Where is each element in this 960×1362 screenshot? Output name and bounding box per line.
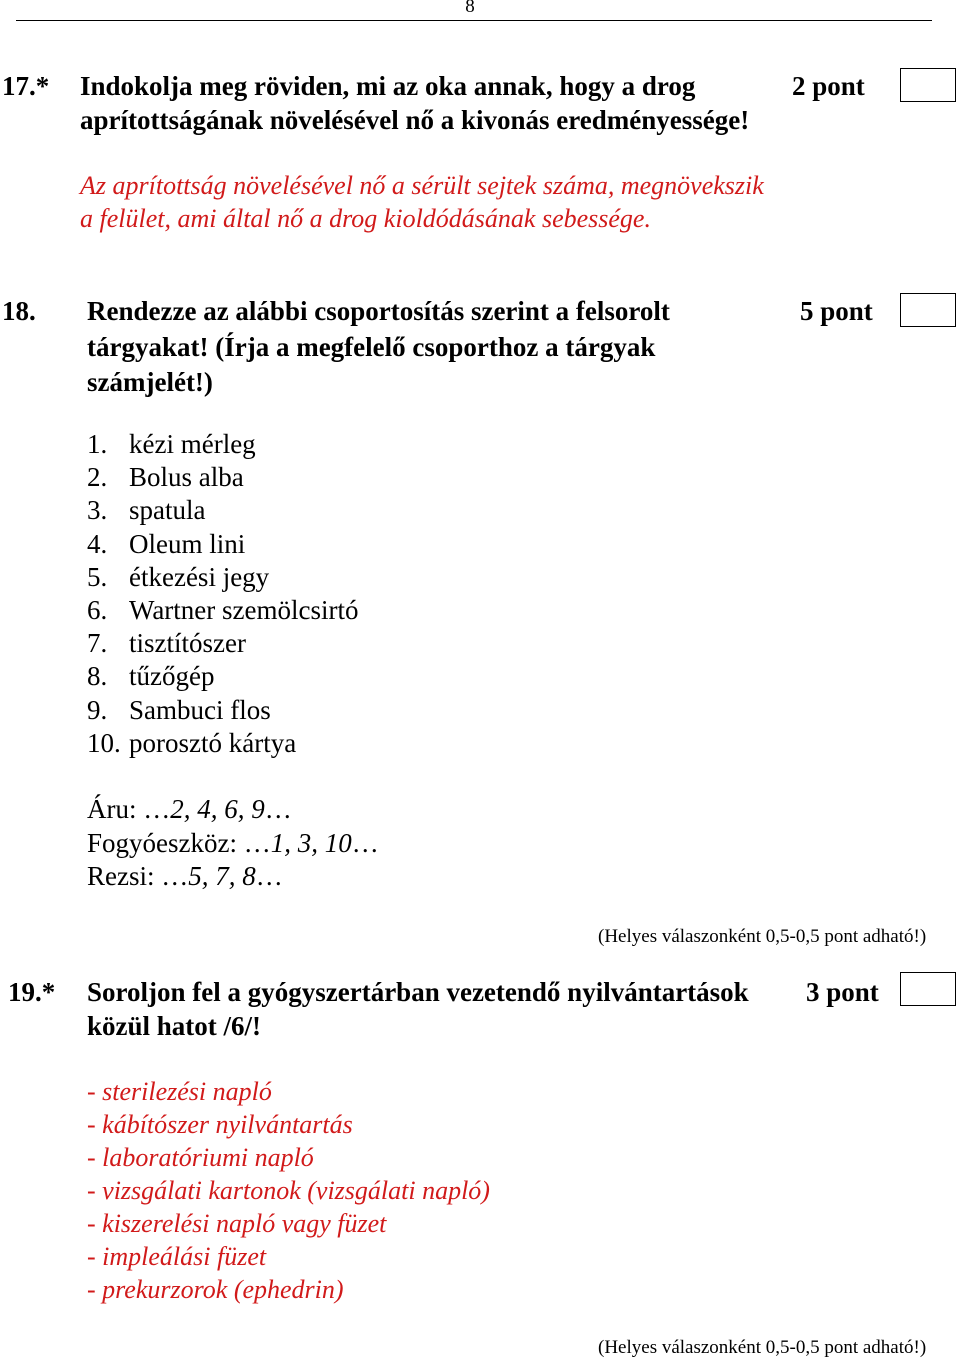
q17-score-box[interactable] [900, 68, 956, 102]
list-item-number: 2. [87, 462, 108, 493]
q18-text: Rendezze az alábbi csoportosítás szerint a felsorolt tárgyakat! (Írja a megfelelő csoporthoz a tárgyak számjelét!) [87, 296, 670, 397]
list-item-label: Oleum lini [129, 528, 246, 559]
list-item-label: porosztó kártya [129, 727, 297, 758]
list-item-number: 6. [87, 595, 108, 626]
list-item [87, 494, 359, 527]
list-item [87, 561, 359, 594]
list-item [87, 428, 359, 461]
list-item-label: tűzőgép [129, 661, 215, 692]
list-item-label: Bolus alba [129, 462, 244, 493]
group-answer: 2, 4, 6, 9 [170, 794, 265, 824]
group-label: Rezsi: [87, 861, 155, 891]
list-item [87, 727, 359, 760]
group-label: Fogyóeszköz: [87, 827, 237, 858]
list-item-number: 1. [87, 429, 108, 459]
list-item-label: Wartner szemölcsirtó [129, 595, 359, 626]
q18-score-box[interactable] [900, 293, 956, 327]
q19-number: 19.* [8, 977, 56, 1007]
list-item: - impleálási füzet [87, 1242, 267, 1271]
q18-item-list [87, 428, 359, 760]
list-item [87, 627, 359, 660]
q19-score-box[interactable] [900, 972, 956, 1006]
group-label: Áru: [87, 794, 137, 824]
list-item-label: étkezési jegy [129, 561, 270, 592]
q19-scoring-note: (Helyes válaszonként 0,5-0,5 pont adható!) [598, 1337, 927, 1358]
list-item-label: kézi mérleg [129, 429, 256, 459]
q17-answer-line: Az aprítottság növelésével nő a sérült sejtek száma, megnövekszik [80, 171, 764, 200]
list-item: - prekurzorok (ephedrin) [87, 1275, 344, 1304]
list-item-label: tisztítószer [129, 628, 246, 659]
page-number: 8 [465, 0, 475, 17]
q19-points: 3 pont [806, 977, 879, 1007]
list-item-label: spatula [129, 495, 206, 526]
group-answer: 1, 3, 10 [270, 827, 352, 858]
list-item-label: Sambuci flos [129, 694, 271, 725]
q17-answer [80, 169, 764, 235]
list-item: - kábítószer nyilvántartás [87, 1110, 353, 1139]
list-item: - vizsgálati kartonok (vizsgálati napló) [87, 1176, 490, 1205]
list-item-number: 7. [87, 628, 108, 659]
list-item: - kiszerelési napló vagy füzet [87, 1209, 387, 1238]
q17-text: Indokolja meg röviden, mi az oka annak, hogy a drog aprítottságának növelésével nő a kivonás eredményessége! [80, 71, 750, 135]
q17-points: 2 pont [792, 71, 865, 101]
list-item: - laboratóriumi napló [87, 1143, 314, 1172]
list-item [87, 694, 359, 727]
list-item [87, 528, 359, 561]
list-item [87, 660, 359, 693]
q18-points: 5 pont [800, 296, 873, 326]
group-row-aru: Áru: …2, 4, 6, 9… [87, 794, 292, 824]
group-row-rezsi: Rezsi: …5, 7, 8… [87, 861, 283, 891]
list-item [87, 594, 359, 627]
q17-number: 17.* [2, 71, 50, 101]
list-item-number: 9. [87, 694, 108, 725]
q17-answer-line: a felület, ami által nő a drog kioldódásának sebessége. [80, 204, 651, 233]
group-answer: 5, 7, 8 [188, 861, 256, 891]
list-item-number: 4. [87, 528, 108, 559]
list-item-number: 10. [87, 727, 121, 758]
q18-number: 18. [2, 296, 36, 326]
list-item-number: 3. [87, 495, 108, 526]
header-rule [16, 20, 932, 21]
q19-answer-list [87, 1075, 490, 1306]
list-item-number: 8. [87, 661, 108, 692]
list-item [87, 461, 359, 494]
list-item: - sterilezési napló [87, 1077, 272, 1106]
list-item-number: 5. [87, 561, 108, 592]
q18-scoring-note: (Helyes válaszonként 0,5-0,5 pont adható!) [598, 926, 927, 947]
q19-text: Soroljon fel a gyógyszertárban vezetendő nyilvántartások közül hatot /6/! [87, 977, 749, 1041]
group-row-fogyoeszkoz: Fogyóeszköz: …1, 3, 10… [87, 827, 379, 858]
q18-group-answers [87, 793, 379, 894]
